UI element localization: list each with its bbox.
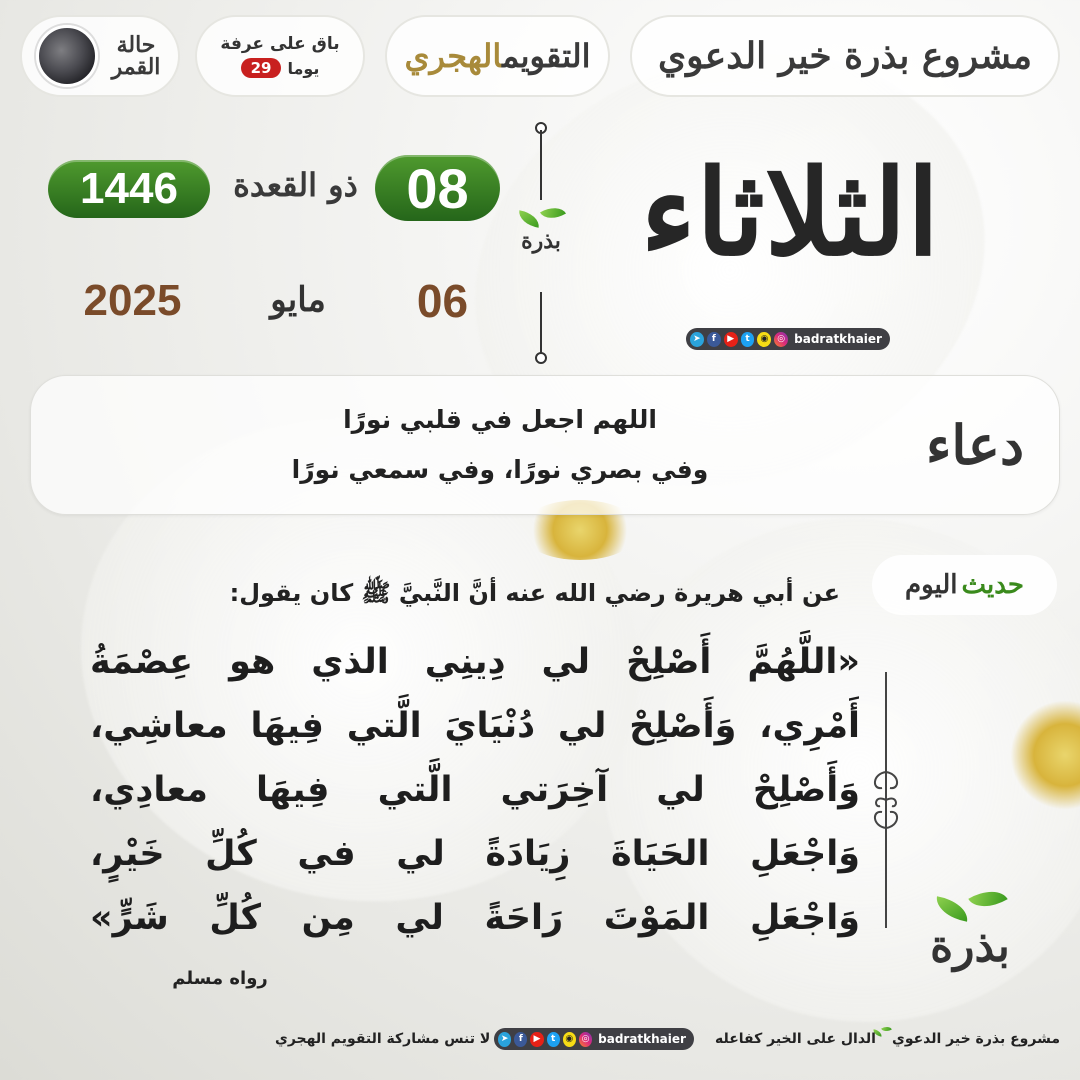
- day-name: الثلاثاء: [640, 143, 940, 282]
- snapchat-icon[interactable]: ◉: [563, 1032, 576, 1047]
- youtube-icon[interactable]: ▶: [724, 332, 738, 347]
- hadith-body: [90, 630, 860, 950]
- calendar-title-part1: التقويم: [502, 37, 591, 75]
- arafa-days-badge: 29: [241, 58, 282, 78]
- instagram-icon[interactable]: ◎: [579, 1032, 592, 1047]
- facebook-icon[interactable]: f: [514, 1032, 527, 1047]
- telegram-icon[interactable]: ➤: [498, 1032, 511, 1047]
- calendar-title-part2: الهجري: [404, 37, 503, 75]
- brand-logo-small: [512, 202, 570, 290]
- instagram-icon[interactable]: ◎: [774, 332, 788, 347]
- arafa-countdown: [195, 15, 365, 97]
- hijri-year-badge: 1446: [48, 160, 210, 218]
- hadith-line: وَاجْعَلِ المَوْتَ رَاحَةً لي مِن كُلِّ شَرٍّ»: [90, 898, 860, 938]
- social-links-bar-footer: [494, 1028, 694, 1050]
- dua-line-1: اللهم اجعل في قلبي نورًا: [343, 405, 657, 434]
- gregorian-year: 2025: [83, 276, 182, 325]
- ornament-line: [885, 848, 887, 928]
- hadith-of-the-day-badge: [872, 555, 1057, 615]
- calendar-title-pill: [385, 15, 610, 97]
- leaves-icon: [518, 202, 564, 230]
- twitter-icon[interactable]: t: [741, 332, 755, 347]
- arafa-label: باق على عرفة: [220, 34, 340, 54]
- ornament-icon: [868, 752, 904, 848]
- dua-title: دعاء: [925, 413, 1025, 477]
- hadith-line: أَمْرِي، وَأَصْلِحْ لي دُنْيَايَ الَّتي فِيهَا معاشِي،: [90, 706, 860, 746]
- snapchat-icon[interactable]: ◉: [757, 332, 771, 347]
- project-title-pill: [630, 15, 1060, 97]
- hadith-line: «اللَّهُمَّ أَصْلِحْ لي دِينِي الذي هو عِصْمَةُ: [90, 642, 860, 682]
- divider-dot: [535, 352, 547, 364]
- divider-line: [540, 130, 542, 200]
- hadith-source: رواه مسلم: [172, 968, 268, 989]
- logo-word: بذرة: [521, 228, 561, 254]
- social-handle[interactable]: badratkhaier: [794, 332, 882, 346]
- leaves-icon: [935, 885, 1005, 925]
- moon-label-line2: القمر: [111, 54, 161, 80]
- dua-line-2: وفي بصري نورًا، وفي سمعي نورًا: [291, 455, 709, 484]
- moon-label: [108, 34, 164, 78]
- project-title: مشروع بذرة خير الدعوي: [658, 35, 1032, 77]
- gregorian-month: مايو: [270, 280, 326, 320]
- footer-project-name: مشروع بذرة خير الدعوي: [891, 1031, 1060, 1047]
- arafa-row: [241, 58, 320, 78]
- footer-slogan: الدال على الخير كفاعله: [715, 1031, 876, 1047]
- telegram-icon[interactable]: ➤: [690, 332, 704, 347]
- footer-share-note: لا تنس مشاركة التقويم الهجري: [275, 1031, 491, 1047]
- hijri-month: ذو القعدة: [233, 166, 358, 204]
- hadith-line: وَاجْعَلِ الحَيَاةَ زِيَادَةً لي في كُلِّ خَيْرٍ،: [90, 834, 860, 874]
- arafa-unit: يوما: [287, 58, 320, 78]
- social-handle[interactable]: badratkhaier: [598, 1032, 686, 1046]
- social-links-bar: [686, 328, 890, 350]
- divider-line: [540, 292, 542, 354]
- moon-phase-pill: [20, 15, 180, 97]
- brand-logo-large: [930, 885, 1010, 1005]
- moon-label-line1: حالة: [116, 32, 156, 58]
- logo-word: بذرة: [930, 921, 1010, 972]
- hadith-line: وَأَصْلِحْ لي آخِرَتي الَّتي فِيهَا معادِي،: [90, 770, 860, 810]
- hadith-badge-part2: اليوم: [904, 570, 958, 600]
- twitter-icon[interactable]: t: [547, 1032, 560, 1047]
- gregorian-day: 06: [416, 275, 469, 327]
- youtube-icon[interactable]: ▶: [530, 1032, 543, 1047]
- hadith-badge-part1: حديث: [961, 570, 1025, 600]
- ornament-line: [885, 672, 887, 752]
- hijri-day-badge: 08: [375, 155, 500, 221]
- facebook-icon[interactable]: f: [707, 332, 721, 347]
- calendar-title: [404, 37, 590, 75]
- moon-icon: [36, 25, 98, 87]
- hadith-intro: عن أبي هريرة رضي الله عنه أنَّ النَّبيَّ ﷺ كان يقول:: [229, 579, 840, 607]
